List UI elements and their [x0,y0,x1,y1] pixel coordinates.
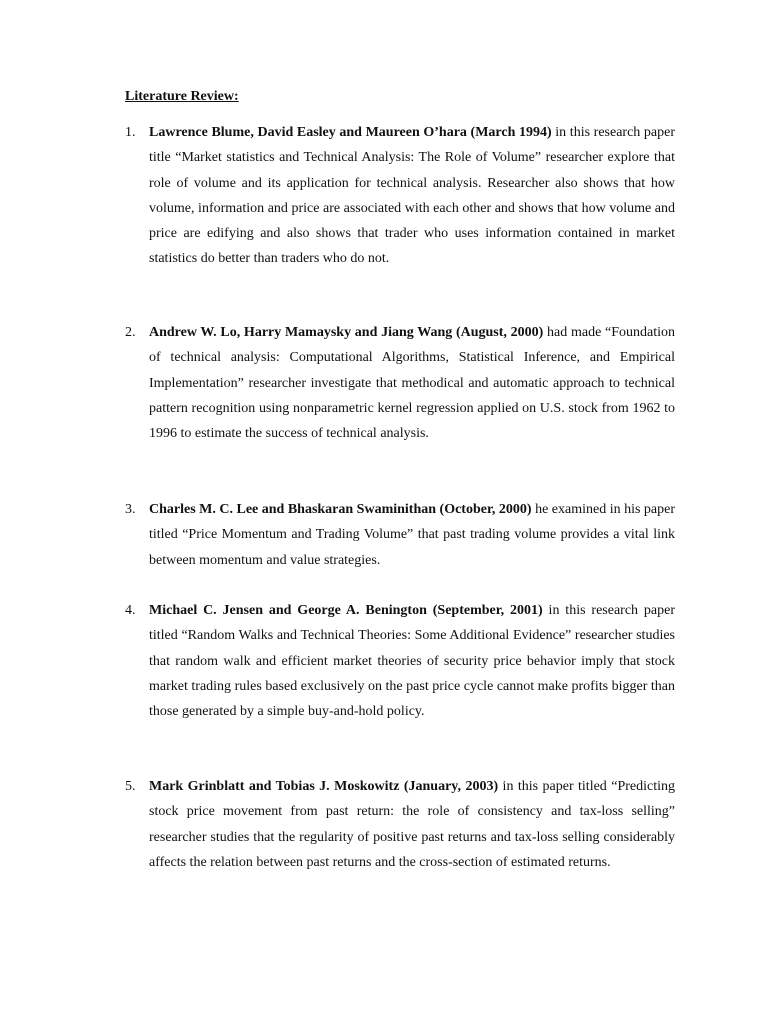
list-item [125,598,675,724]
page-title: Literature Review: [125,89,239,104]
list-item-body [149,774,675,875]
list-item [125,497,675,573]
list-item-authors: Mark Grinblatt and Tobias J. Moskowitz (January, 2003) [149,779,499,794]
list-item-text: he examined in his paper titled “Price Momentum and Trading Volume” that past trading volume provides a vital link between momentum and value strategies. [149,502,676,568]
list-item [125,774,675,875]
list-item-number: 3. [125,502,136,517]
list-item-authors: Lawrence Blume, David Easley and Maureen O’hara (March 1994) [149,125,552,140]
list-item-authors: Michael C. Jensen and George A. Benington (September, 2001) [149,603,543,618]
list-item-number: 4. [125,603,136,618]
list-item-number: 5. [125,779,136,794]
list-item-number: 2. [125,325,136,340]
list-item [125,120,675,272]
list-item-authors: Andrew W. Lo, Harry Mamaysky and Jiang Wang (August, 2000) [149,325,544,340]
list-item-text: in this paper titled “Predicting stock price movement from past return: the role of consistency and tax-loss selling” researcher studies that the regularity of positive past returns and tax-loss selling considerably affects the relation between past returns and the cross-section of estimated returns. [149,779,675,870]
list-item-text: had made “Foundation of technical analysis: Computational Algorithms, Statistical Inference, and Empirical Implementation” researcher investigate that methodical and automatic approach to technical pattern recognition using nonparametric kernel regression applied on U.S. stock from 1962 to 1996 to estimate the success of technical analysis. [149,325,675,442]
list-item-body [149,497,675,573]
list-item-body [149,598,675,724]
list-item-authors: Charles M. C. Lee and Bhaskaran Swaminithan (October, 2000) [149,502,532,517]
list-item [125,320,675,446]
list-item-number: 1. [125,125,136,140]
list-item-text: in this research paper title “Market statistics and Technical Analysis: The Role of Volume” researcher explore that role of volume and its application for technical analysis. Researcher also shows that how volume, information and price are associated with each other and shows that how volume and price are edifying and also shows that trader who uses information contained in market statistics do better than traders who do not. [149,125,675,267]
list-item-text: in this research paper titled “Random Walks and Technical Theories: Some Additional Evidence” researcher studies that random walk and efficient market theories of security price behavior imply that stock market trading rules based exclusively on the past price cycle cannot make profits bigger than those generated by a simple buy-and-hold policy. [149,603,675,720]
list-item-body [149,320,675,446]
list-item-body [149,120,675,272]
